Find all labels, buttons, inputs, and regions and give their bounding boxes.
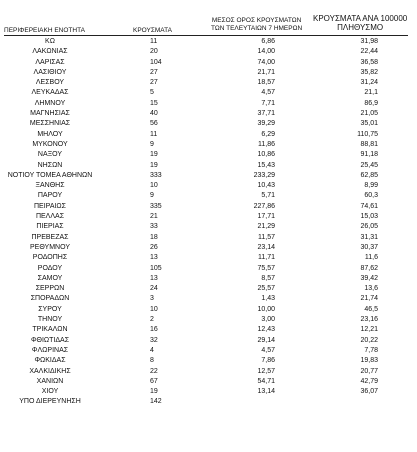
cases-cell: 10: [150, 182, 158, 190]
cases-cell: 19: [150, 161, 158, 169]
table-row: [0, 161, 417, 171]
avg-cell: 233,29: [253, 171, 275, 179]
avg-cell: 11,57: [258, 233, 275, 241]
rate-cell: 31,24: [360, 79, 378, 87]
region-cell: ΣΥΡΟΥ: [38, 305, 62, 313]
avg-cell: 10,86: [257, 151, 275, 159]
avg-cell: 227,86: [253, 202, 275, 210]
cases-cell: 105: [150, 264, 162, 272]
avg-cell: 8,57: [261, 274, 275, 282]
header-rate-line2: ΠΛΗΘΥΣΜΟ: [337, 22, 384, 32]
region-cell: ΥΠΟ ΔΙΕΡΕΥΝΗΣΗ: [19, 398, 81, 406]
cases-cell: 40: [150, 110, 158, 118]
avg-cell: 37,71: [257, 110, 275, 118]
avg-cell: 25,57: [257, 285, 275, 293]
cases-cell: 67: [150, 377, 158, 385]
region-cell: ΦΘΙΩΤΙΔΑΣ: [30, 336, 70, 344]
table-row: [0, 336, 417, 346]
rate-cell: 74,61: [360, 202, 378, 210]
avg-cell: 23,14: [257, 243, 275, 251]
cases-cell: 11: [150, 130, 158, 138]
cases-cell: 56: [150, 120, 158, 128]
region-cell: ΤΡΙΚΑΛΩΝ: [32, 326, 68, 334]
rate-cell: 62,85: [360, 171, 378, 179]
table-row: [0, 305, 417, 315]
rate-cell: 31,31: [360, 233, 378, 241]
rate-cell: 60,3: [364, 192, 378, 200]
table-row: [0, 88, 417, 98]
cases-cell: 20: [150, 48, 158, 56]
table-row: [0, 58, 417, 68]
region-cell: ΠΡΕΒΕΖΑΣ: [31, 233, 69, 241]
rate-cell: 91,18: [360, 151, 378, 159]
region-cell: ΠΑΡΟΥ: [37, 192, 63, 200]
table-row: [0, 78, 417, 88]
rate-cell: 15,03: [360, 213, 378, 221]
table-row: [0, 315, 417, 325]
header-avg-line1: ΜΕΣΟΣ ΟΡΟΣ ΚΡΟΥΣΜΑΤΩΝ: [211, 17, 302, 24]
table-row: [0, 325, 417, 335]
rate-cell: 20,22: [360, 336, 378, 344]
avg-cell: 6,86: [261, 38, 275, 45]
rate-cell: 22,44: [360, 48, 378, 56]
avg-cell: 13,14: [257, 388, 275, 396]
avg-cell: 6,29: [261, 130, 275, 138]
table-row: [0, 367, 417, 377]
region-cell: ΜΑΓΝΗΣΙΑΣ: [30, 110, 70, 118]
rate-cell: 87,62: [360, 264, 378, 272]
cases-cell: 27: [150, 79, 158, 87]
rate-cell: 8,99: [364, 182, 378, 190]
region-cell: ΡΕΘΥΜΝΟΥ: [29, 243, 70, 251]
avg-cell: 12,43: [257, 326, 275, 334]
table-row: [0, 377, 417, 387]
cases-cell: 15: [150, 99, 158, 107]
table-row: [0, 264, 417, 274]
table-row: [0, 202, 417, 212]
rate-cell: 13,6: [364, 285, 378, 293]
header-rate: [313, 15, 407, 32]
table-row: [0, 130, 417, 140]
rate-cell: 86,9: [364, 99, 378, 107]
region-cell: ΜΥΚΟΝΟΥ: [32, 140, 68, 148]
table-row: [0, 37, 417, 47]
rate-cell: 46,5: [364, 305, 378, 313]
avg-cell: 54,71: [257, 377, 275, 385]
cases-cell: 9: [150, 192, 154, 200]
cases-table: [0, 37, 417, 408]
region-cell: ΛΑΚΩΝΙΑΣ: [32, 48, 68, 56]
cases-cell: 333: [150, 171, 162, 179]
region-cell: ΣΑΜΟΥ: [37, 274, 63, 282]
cases-cell: 24: [150, 285, 158, 293]
region-cell: ΡΟΔΟΥ: [37, 264, 63, 272]
table-row: [0, 181, 417, 191]
avg-cell: 12,57: [257, 367, 275, 375]
region-cell: ΝΗΣΩΝ: [37, 161, 63, 169]
avg-cell: 11,71: [258, 254, 275, 262]
rate-cell: 39,42: [360, 274, 378, 282]
region-cell: ΜΕΣΣΗΝΙΑΣ: [29, 120, 71, 128]
header-region-label: ΠΕΡΙΦΕΡΕΙΑΚΗ ΕΝΟΤΗΤΑ: [4, 27, 85, 34]
cases-cell: 104: [150, 58, 162, 66]
header-avg-line2: ΤΩΝ ΤΕΛΕΥΤΑΙΩΝ 7 ΗΜΕΡΩΝ: [211, 24, 303, 32]
cases-cell: 10: [150, 305, 158, 313]
header-rule: [4, 35, 408, 36]
rate-cell: 21,1: [364, 89, 378, 97]
cases-cell: 4: [150, 346, 154, 354]
region-cell: ΡΟΔΟΠΗΣ: [32, 254, 68, 262]
avg-cell: 7,71: [261, 99, 275, 107]
cases-cell: 11: [150, 38, 158, 45]
avg-cell: 10,00: [257, 305, 275, 313]
cases-cell: 18: [150, 233, 158, 241]
region-cell: ΣΕΡΡΩΝ: [35, 285, 65, 293]
rate-cell: 31,98: [360, 38, 378, 45]
cases-cell: 22: [150, 367, 158, 375]
header-rate-line1: ΚΡΟΥΣΜΑΤΑ ΑΝΑ 100000: [313, 14, 408, 23]
table-row: [0, 191, 417, 201]
cases-cell: 19: [150, 151, 158, 159]
cases-cell: 16: [150, 326, 158, 334]
table-row: [0, 68, 417, 78]
avg-cell: 4,57: [261, 89, 275, 97]
table-row: [0, 140, 417, 150]
avg-cell: 18,57: [257, 79, 275, 87]
rate-cell: 110,75: [357, 130, 378, 138]
region-cell: ΛΗΜΝΟΥ: [34, 99, 66, 107]
table-row: [0, 387, 417, 397]
avg-cell: 10,43: [257, 182, 275, 190]
avg-cell: 3,00: [261, 316, 275, 324]
table-row: [0, 212, 417, 222]
rate-cell: 21,05: [360, 110, 378, 118]
avg-cell: 21,29: [257, 223, 275, 231]
region-cell: ΝΟΤΙΟΥ ΤΟΜΕΑ ΑΘΗΝΩΝ: [7, 171, 93, 179]
avg-cell: 4,57: [261, 346, 275, 354]
table-row: [0, 243, 417, 253]
rate-cell: 88,81: [360, 140, 378, 148]
region-cell: ΚΩ: [45, 38, 55, 45]
rate-cell: 20,77: [360, 367, 378, 375]
region-cell: ΛΑΡΙΣΑΣ: [35, 58, 65, 66]
cases-cell: 8: [150, 357, 154, 365]
table-row: [0, 397, 417, 407]
region-cell: ΧΙΟΥ: [41, 388, 59, 396]
table-row: [0, 222, 417, 232]
cases-cell: 27: [150, 68, 158, 76]
cases-cell: 3: [150, 295, 154, 303]
cases-cell: 21: [150, 213, 158, 221]
table-row: [0, 99, 417, 109]
rate-cell: 23,16: [360, 316, 378, 324]
region-cell: ΞΑΝΘΗΣ: [35, 182, 65, 190]
cases-cell: 26: [150, 243, 158, 251]
avg-cell: 11,86: [258, 140, 275, 148]
cases-cell: 5: [150, 89, 154, 97]
table-row: [0, 119, 417, 129]
region-cell: ΛΑΣΙΘΙΟΥ: [33, 68, 67, 76]
avg-cell: 29,14: [257, 336, 275, 344]
cases-cell: 13: [150, 254, 158, 262]
avg-cell: 1,43: [261, 295, 275, 303]
rate-cell: 30,37: [360, 243, 378, 251]
region-cell: ΦΛΩΡΙΝΑΣ: [31, 346, 69, 354]
region-cell: ΠΕΛΛΑΣ: [35, 213, 65, 221]
cases-cell: 2: [150, 316, 154, 324]
cases-cell: 9: [150, 140, 154, 148]
region-cell: ΠΕΙΡΑΙΩΣ: [34, 202, 66, 210]
avg-cell: 15,43: [257, 161, 275, 169]
table-row: [0, 284, 417, 294]
cases-cell: 13: [150, 274, 158, 282]
avg-cell: 21,71: [257, 68, 275, 76]
rate-cell: 35,82: [360, 68, 378, 76]
header-cases: [133, 27, 172, 35]
avg-cell: 74,00: [257, 58, 275, 66]
rate-cell: 7,78: [364, 346, 378, 354]
avg-cell: 75,57: [257, 264, 275, 272]
region-cell: ΣΠΟΡΑΔΩΝ: [30, 295, 70, 303]
table-row: [0, 294, 417, 304]
region-cell: ΛΕΣΒΟΥ: [35, 79, 65, 87]
rate-cell: 25,45: [360, 161, 378, 169]
region-cell: ΝΑΞΟΥ: [37, 151, 63, 159]
table-row: [0, 233, 417, 243]
header-region: [4, 27, 85, 35]
rate-cell: 19,83: [360, 357, 378, 365]
region-cell: ΧΑΝΙΩΝ: [36, 377, 64, 385]
avg-cell: 7,86: [261, 357, 275, 365]
table-row: [0, 47, 417, 57]
table-row: [0, 253, 417, 263]
region-cell: ΧΑΛΚΙΔΙΚΗΣ: [29, 367, 71, 375]
region-cell: ΦΩΚΙΔΑΣ: [34, 357, 66, 365]
avg-cell: 14,00: [257, 48, 275, 56]
avg-cell: 39,29: [257, 120, 275, 128]
rate-cell: 42,79: [360, 377, 378, 385]
rate-cell: 11,6: [364, 254, 378, 262]
rate-cell: 35,01: [360, 120, 378, 128]
rate-cell: 36,07: [360, 388, 378, 396]
cases-cell: 19: [150, 388, 158, 396]
table-row: [0, 346, 417, 356]
cases-cell: 335: [150, 202, 162, 210]
cases-cell: 33: [150, 223, 158, 231]
rate-cell: 12,21: [360, 326, 378, 334]
rate-cell: 21,74: [360, 295, 378, 303]
avg-cell: 5,71: [261, 192, 275, 200]
region-cell: ΜΗΛΟΥ: [37, 130, 63, 138]
region-cell: ΠΙΕΡΙΑΣ: [36, 223, 64, 231]
table-row: [0, 356, 417, 366]
rate-cell: 26,05: [360, 223, 378, 231]
table-row: [0, 274, 417, 284]
avg-cell: 17,71: [257, 213, 275, 221]
table-row: [0, 109, 417, 119]
rate-cell: 36,58: [360, 58, 378, 66]
table-row: [0, 150, 417, 160]
header-avg: [211, 17, 302, 32]
region-cell: ΤΗΝΟΥ: [37, 316, 63, 324]
cases-cell: 142: [150, 398, 162, 406]
header-cases-label: ΚΡΟΥΣΜΑΤΑ: [133, 27, 172, 34]
table-row: [0, 171, 417, 181]
cases-cell: 32: [150, 336, 158, 344]
region-cell: ΛΕΥΚΑΔΑΣ: [31, 89, 69, 97]
